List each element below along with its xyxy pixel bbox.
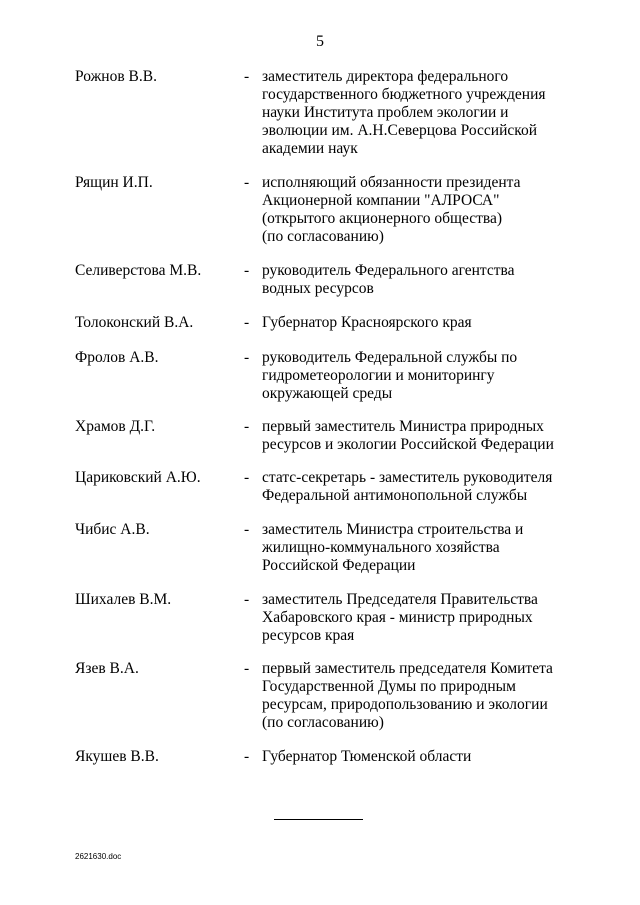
member-name: Селиверстова М.В. — [75, 262, 202, 279]
member-name: Рящин И.П. — [75, 174, 153, 191]
separator-dash: - — [244, 748, 250, 765]
member-name: Язев В.А. — [75, 660, 139, 677]
member-name: Чибис А.В. — [75, 521, 150, 538]
member-name: Толоконский В.А. — [75, 314, 194, 331]
member-position: заместитель Председателя Правительства Хабаровского края - министр природных ресурсов края — [262, 591, 538, 644]
member-position: Губернатор Красноярского края — [262, 314, 472, 331]
page-number: 5 — [316, 33, 324, 50]
member-position: руководитель Федерального агентства водных ресурсов — [262, 262, 515, 297]
separator-dash: - — [244, 418, 250, 435]
member-position: Губернатор Тюменской области — [262, 748, 472, 765]
member-name: Якушев В.В. — [75, 748, 159, 765]
separator-dash: - — [244, 521, 250, 538]
separator-dash: - — [244, 660, 250, 677]
member-name: Фролов А.В. — [75, 349, 159, 366]
member-position: первый заместитель председателя Комитета Государственной Думы по природным ресурсам, природопользованию и экологии (по согласованию) — [262, 660, 553, 731]
member-name: Храмов Д.Г. — [75, 418, 156, 435]
member-position: заместитель Министра строительства и жилищно-коммунального хозяйства Российской Федерации — [262, 521, 524, 574]
member-name: Рожнов В.В. — [75, 68, 157, 85]
end-rule — [274, 819, 363, 820]
member-name: Цариковский А.Ю. — [75, 469, 201, 486]
member-position: первый заместитель Министра природных ресурсов и экологии Российской Федерации — [262, 418, 554, 453]
separator-dash: - — [244, 262, 250, 279]
separator-dash: - — [244, 469, 250, 486]
member-name: Шихалев В.М. — [75, 591, 172, 608]
member-position: руководитель Федеральной службы по гидрометеорологии и мониторингу окружающей среды — [262, 349, 518, 402]
document-id: 2621630.doc — [75, 852, 122, 861]
separator-dash: - — [244, 591, 250, 608]
separator-dash: - — [244, 174, 250, 191]
member-position: статс-секретарь - заместитель руководителя Федеральной антимонопольной службы — [262, 469, 553, 504]
member-position: заместитель директора федерального государственного бюджетного учреждения науки Института проблем экологии и эволюции им. А.Н.Северцова Российской академии наук — [262, 68, 546, 157]
member-position: исполняющий обязанности президента Акционерной компании "АЛРОСА" (открытого акционерного общества) (по согласованию) — [262, 174, 521, 245]
separator-dash: - — [244, 68, 250, 85]
separator-dash: - — [244, 314, 250, 331]
separator-dash: - — [244, 349, 250, 366]
